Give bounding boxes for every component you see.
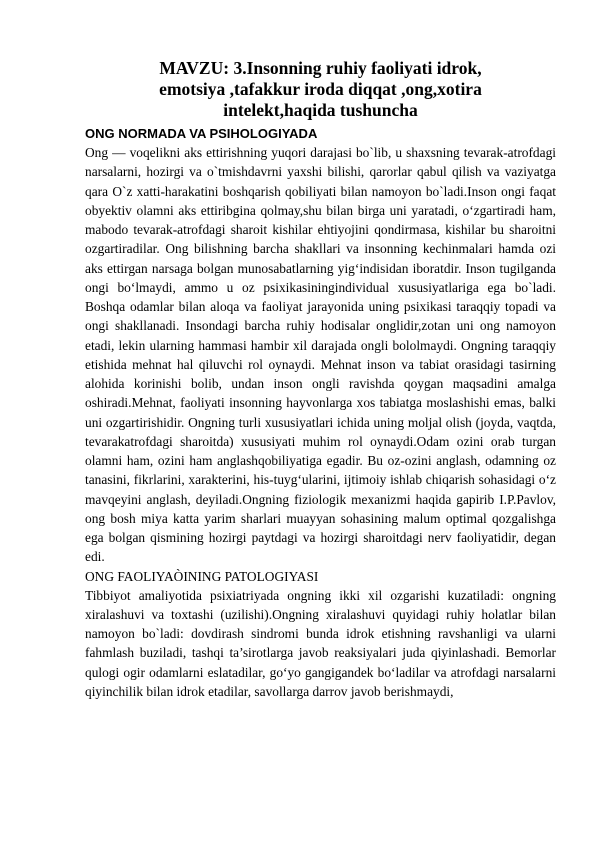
title-line-3: intelekt,haqida tushuncha [223,100,418,120]
document-page [85,58,556,701]
section-heading-patologiya: ONG FAOLIYAÒINING PATOLOGIYASI [85,568,319,584]
section-heading-norma: ONG NORMADA VA PSIHOLOGIYADA [85,126,318,141]
paragraph-ong-normada: Ong — voqelikni aks ettirishning yuqori darajasi bo`lib, u shaxsning tevarak-atrofdagi narsalarni, hozirgi va o`tmishdavrni yaxshi bilishi, qarorlar qabul qilish va vaziyatga qara O`z xatti-harakatini boshqarish qobiliyati bilan namoyon bo`ladi.Inson ongi faqat obyektiv olamni aks ettiribgina qolmay,shu bilan birga uni yaratadi, o‘zgartiradi ham, mabodo tevarak-atrofdagi sharoit kishilar ehtiyojini qondirmasa, kishilar bu sharoitni ozgartiradilar. Ong bilishning barcha shakllari va insonning kechinmalari hamda ozi aks ettirgan narsaga bolgan munosabatlarning yig‘indisidan iboratdir. Inson tugilganda ongi bo‘lmaydi, ammo u oz psixikasiningindividual xususiyatlariga ega bo`ladi. Boshqa odamlar bilan aloqa va faoliyat jarayonida uning psixikasi taraqqiy topadi va ongi shakllanadi. Insondagi barcha ruhiy hodisalar onglidir,zotan uni ong namoyon etadi, lekin ularning hammasi hambir xil darajada ongli bololmaydi. Ongning taraqqiy etishida mehnat hal qiluvchi rol oynaydi. Mehnat inson va tabiat orasidagi tasirning alohida korinishi bolib, undan inson ongli ravishda qoygan maqsadini amalga oshiradi.Mehnat, faoliyati insonning hayvonlarga xos tabiatga moslashishi emas, balki uni ozgartirishidir. Ongning turli xususiyatlari ichida uning moljal olish (joyda, vaqtda, tevarakatrofdagi sharoitda) xususiyati muhim rol oynaydi.Odam ozini orab turgan olamni ham, ozini ham anglashqobiliyatiga egadir. Bu oz-ozini anglash, odamning oz tanasini, fikrlarini, xarakterini, his-tuyg‘ularini, ijtimoiy ishlab chiqarish sohasidagi o‘z mavqeyini anglash, deyiladi.Ongning fiziologik mexanizmi haqida gapirib I.P.Pavlov, ong bosh miya katta yarim sharlari muayyan sohasining malum optimal qozgalishga ega bolgan qismining hozirgi paytdagi va hozirgi sharoitdagi nerv faoliyatidir, degan edi. [85,145,556,565]
title-line-2: emotsiya ,tafakkur iroda diqqat ,ong,xotira [159,79,482,99]
paragraph-ong-patologiyasi: Tibbiyot amaliyotida psixiatriyada ongning ikki xil ozgarishi kuzatiladi: ongning xiralashuvi va toxtashi (uzilishi).Ongning xiralashuvi quyidagi ruhiy holatlar bilan namoyon bo`ladi: dovdirash sindromi bunda idrok etishning ravshanligi va ularni fahmlash buziladi, tashqi ta’sirotlarga javob reaksiyalari juda qiyinlashadi. Bemorlar qulogi ogir odamlarni eslatadilar, go‘yo gangigandek bo‘ladilar va atrofdagi narsalarni qiyinchilik bilan idrok etadilar, savollarga darrov javob berishmaydi, [85,587,556,699]
document-title [85,58,556,121]
title-line-1: MAVZU: 3.Insonning ruhiy faoliyati idrok, [159,58,482,78]
